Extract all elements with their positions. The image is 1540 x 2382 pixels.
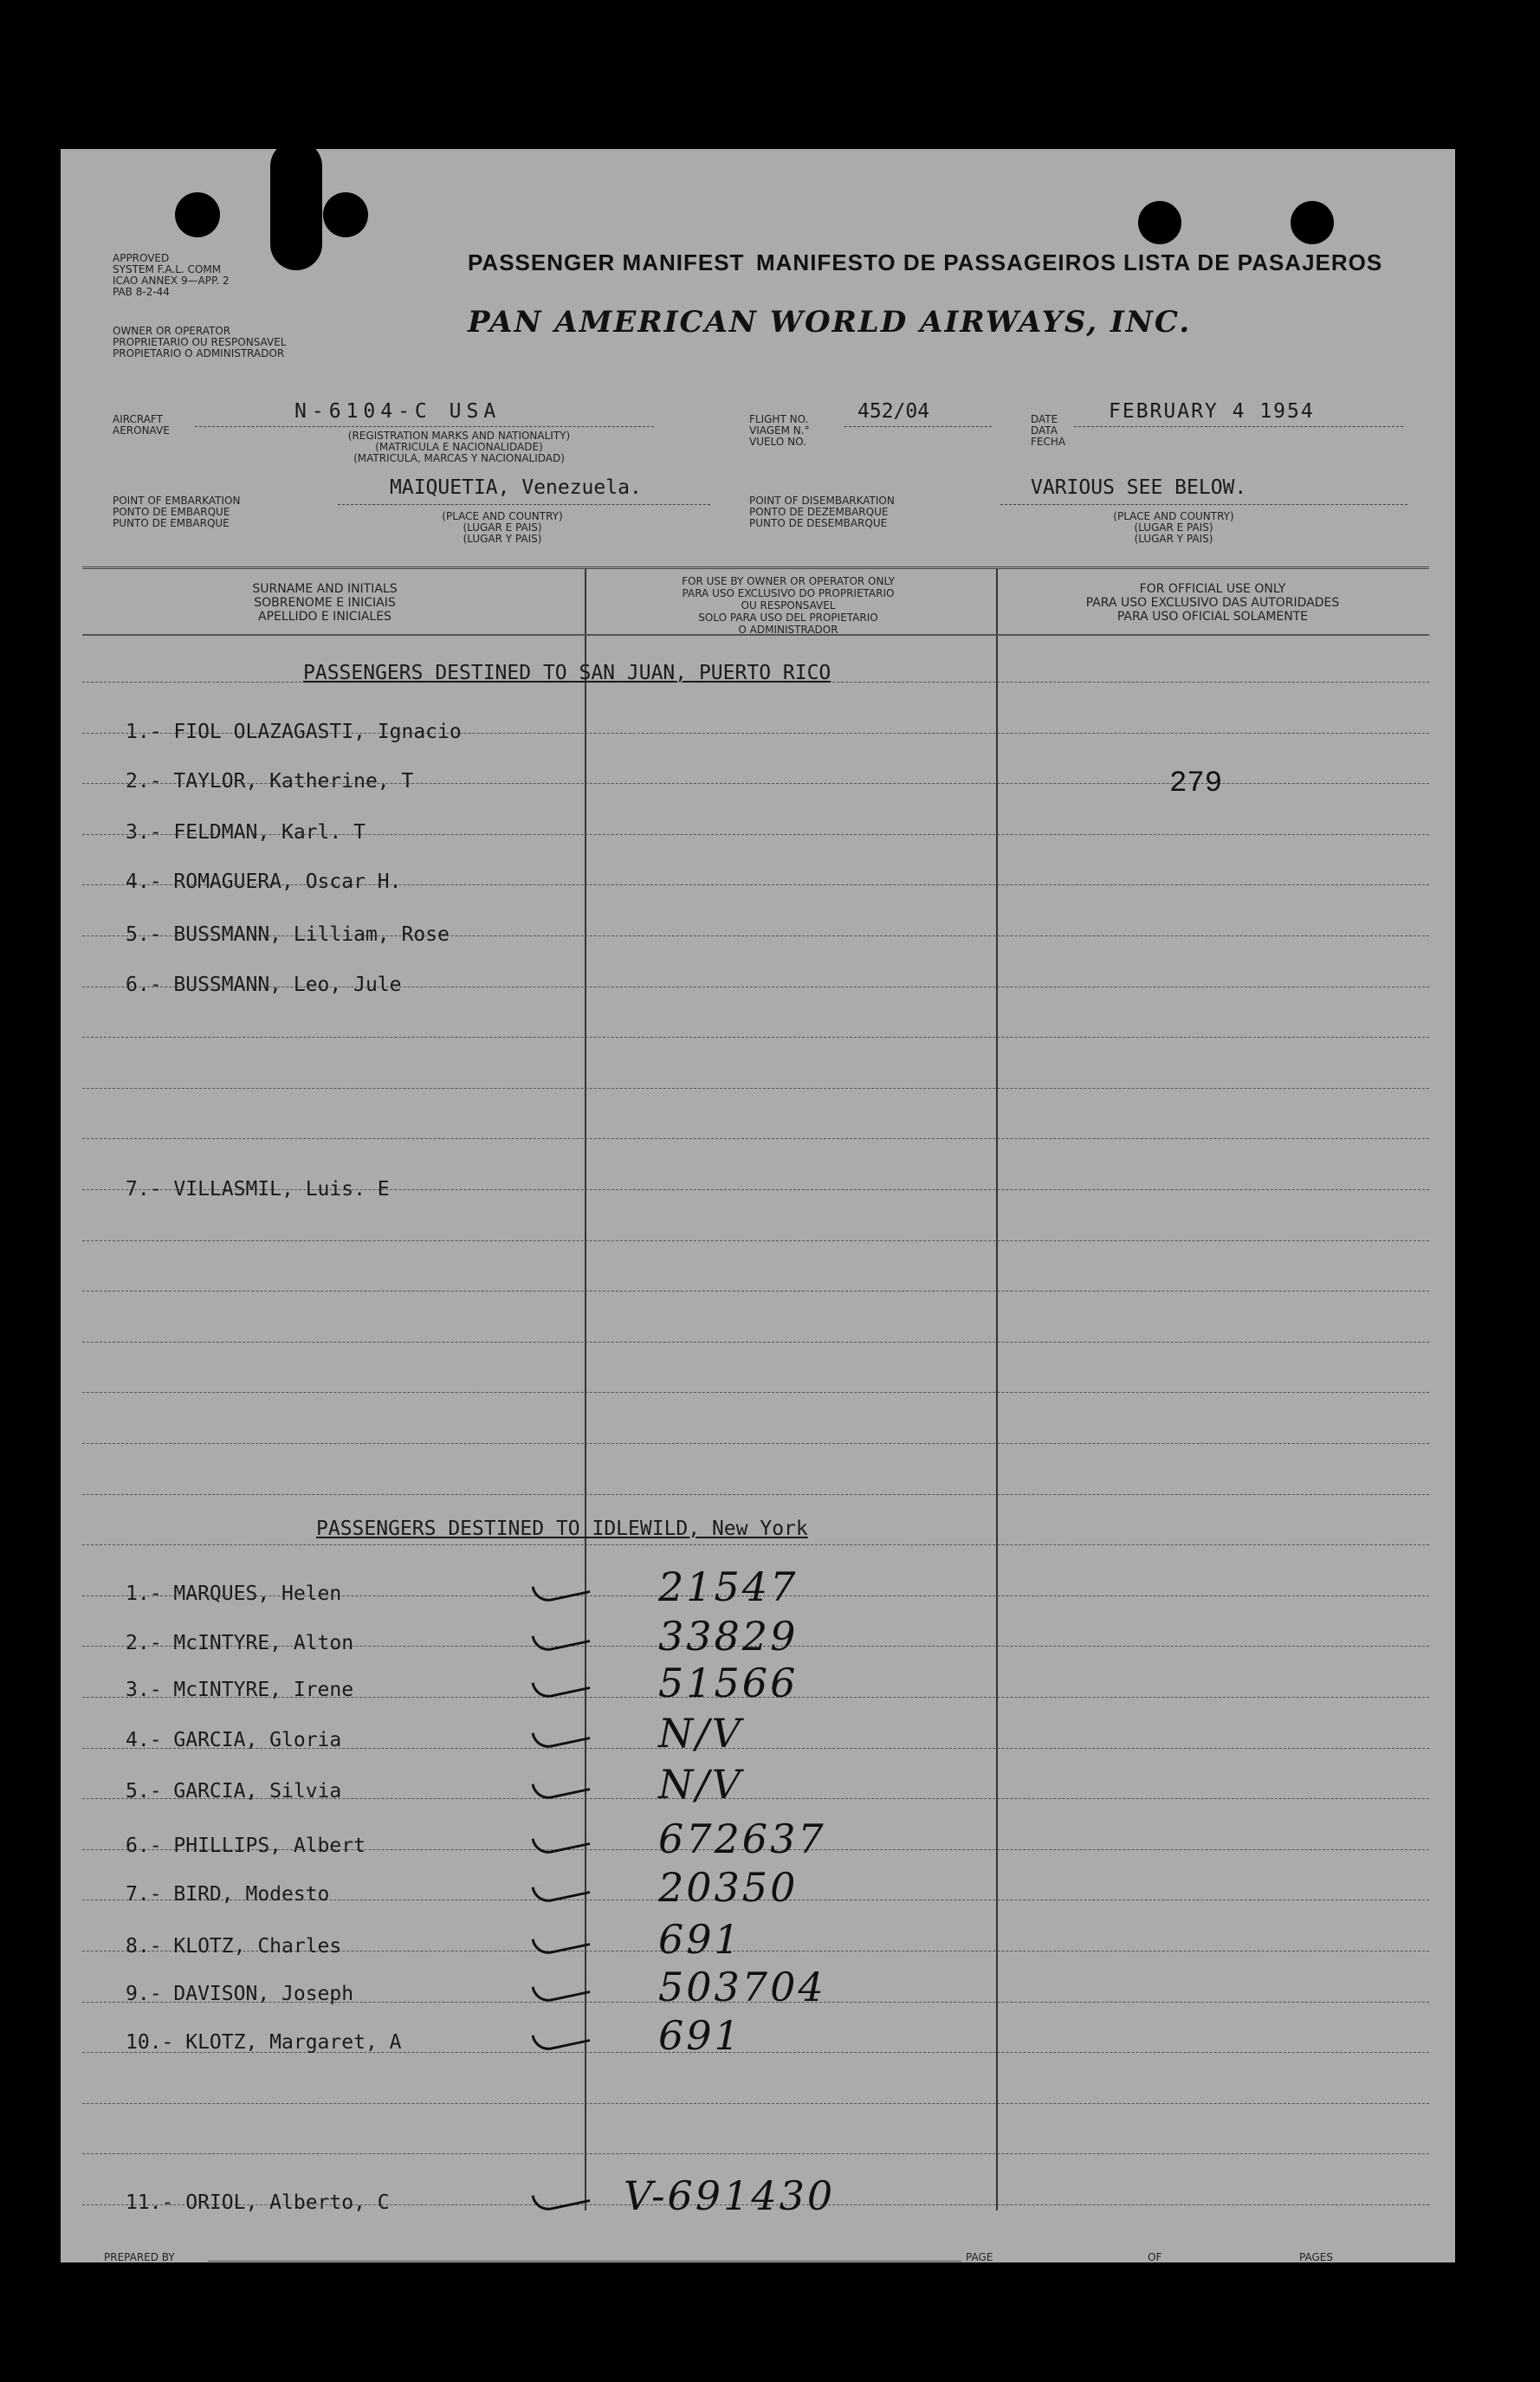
date-label: DATE DATA FECHA (1031, 413, 1066, 448)
pages-label: PAGES (1299, 2251, 1333, 2263)
passenger-entry: 4.- ROMAGUERA, Oscar H. (126, 871, 402, 893)
punch-hole (1291, 201, 1334, 244)
flight-value: 452/04 (857, 400, 930, 423)
passenger-entry: 1.- MARQUES, Helen (126, 1583, 342, 1605)
date-value: FEBRUARY 4 1954 (1109, 400, 1315, 423)
passenger-entry: 11.- ORIOL, Alberto, C (126, 2191, 390, 2214)
embarkation-sublabels: (PLACE AND COUNTRY) (LUGAR E PAIS) (LUGAR Y PAIS) (442, 510, 563, 545)
punch-hole (1138, 201, 1181, 244)
passenger-entry: 5.- BUSSMANN, Lilliam, Rose (126, 923, 450, 946)
passenger-entry: 6.- BUSSMANN, Leo, Jule (126, 974, 402, 996)
title-spanish: LISTA DE PASAJEROS (1123, 249, 1383, 275)
aircraft-underline (195, 426, 654, 427)
ruled-line (82, 1544, 1429, 1545)
owner-labels: OWNER OR OPERATOR PROPRIETARIO OU RESPONSAVEL PROPIETARIO O ADMINISTRADOR (113, 325, 287, 359)
ruled-line (82, 1443, 1429, 1444)
approval-line: ICAO ANNEX 9—APP. 2 (113, 275, 230, 287)
passenger-entry: 6.- PHILLIPS, Albert (126, 1835, 366, 1857)
handwritten-note: N/V (658, 1761, 743, 1808)
passenger-entry: 7.- BIRD, Modesto (126, 1883, 330, 1906)
header-rule (82, 634, 1429, 636)
embarkation-underline (338, 504, 710, 505)
ruled-line (82, 2153, 1429, 2154)
passenger-entry: 2.- TAYLOR, Katherine, T (126, 770, 414, 793)
check-mark-icon (532, 1624, 591, 1654)
operator-name: PAN AMERICAN WORLD AIRWAYS, INC. (468, 305, 1192, 340)
ruled-line (82, 1240, 1429, 1241)
prepared-by-line (208, 2261, 961, 2262)
handwritten-note: 51566 (658, 1660, 799, 1706)
prepared-by-label: PREPARED BY (104, 2251, 175, 2263)
ruled-line (82, 1037, 1429, 1038)
passenger-entry: 10.- KLOTZ, Margaret, A (126, 2031, 402, 2054)
ruled-line (82, 1494, 1429, 1495)
page-label: PAGE (966, 2251, 993, 2263)
disembarkation-value: VARIOUS SEE BELOW. (1031, 476, 1247, 499)
title-portuguese: MANIFESTO DE PASSAGEIROS (756, 249, 1116, 275)
passenger-entry: 1.- FIOL OLAZAGASTI, Ignacio (126, 721, 462, 743)
embarkation-label: POINT OF EMBARKATION PONTO DE EMBARQUE PUNTO DE EMBARQUE (113, 495, 241, 529)
handwritten-note: 21547 (658, 1563, 799, 1610)
group1-heading: PASSENGERS DESTINED TO SAN JUAN, PUERTO RICO (303, 662, 831, 684)
approval-line: APPROVED (113, 252, 170, 264)
table-top-rule (82, 566, 1429, 569)
disembarkation-sublabels: (PLACE AND COUNTRY) (LUGAR E PAIS) (LUGAR Y PAIS) (1113, 510, 1234, 545)
title-english: PASSENGER MANIFEST (468, 249, 745, 275)
passenger-entry: 9.- DAVISON, Joseph (126, 1983, 354, 2005)
passenger-entry: 3.- McINTYRE, Irene (126, 1679, 354, 1701)
passenger-entry: 3.- FELDMAN, Karl. T (126, 821, 366, 844)
passenger-entry: 2.- McINTYRE, Alton (126, 1632, 354, 1654)
column-head-operator-use: FOR USE BY OWNER OR OPERATOR ONLY PARA USO EXCLUSIVO DO PROPRIETARIO OU RESPONSAVEL SOLO PARA USO DEL PROPIETARIO O ADMINISTRADOR (682, 575, 895, 636)
approval-line: PAB 8-2-44 (113, 286, 170, 298)
punch-hole (323, 192, 368, 237)
check-mark-icon (532, 2184, 591, 2213)
column-divider (585, 569, 586, 2210)
punch-hole (175, 192, 220, 237)
passenger-entry: 7.- VILLASMIL, Luis. E (126, 1178, 390, 1201)
embarkation-value: MAIQUETIA, Venezuela. (390, 476, 642, 499)
approval-line: SYSTEM F.A.L. COMM (113, 263, 222, 275)
ruled-line (82, 1088, 1429, 1089)
official-number: 279 (1169, 767, 1223, 800)
disembarkation-underline (1000, 504, 1407, 505)
group2-heading: PASSENGERS DESTINED TO IDLEWILD, New York (316, 1518, 808, 1540)
aircraft-label: AIRCRAFT AERONAVE (113, 413, 170, 437)
column-head-official-use: FOR OFFICIAL USE ONLY PARA USO EXCLUSIVO DAS AUTORIDADES PARA USO OFICIAL SOLAMENTE (1085, 582, 1340, 624)
column-divider (996, 569, 998, 2210)
handwritten-note: 672637 (658, 1816, 826, 1862)
handwritten-note: 20350 (658, 1864, 799, 1911)
ruled-line (82, 2103, 1429, 2104)
passenger-entry: 4.- GARCIA, Gloria (126, 1729, 342, 1751)
passenger-entry: 5.- GARCIA, Silvia (126, 1780, 342, 1803)
check-mark-icon (532, 2023, 591, 2053)
aircraft-sublabels: (REGISTRATION MARKS AND NATIONALITY) (MATRICULA E NACIONALIDADE) (MATRICULA, MARCAS Y NACIONALIDAD) (347, 430, 571, 464)
aircraft-value: N-6104-C USA (294, 400, 501, 423)
disembarkation-label: POINT OF DISEMBARKATION PONTO DE DEZEMBARQUE PUNTO DE DESEMBARQUE (749, 495, 895, 529)
handwritten-note: V-691430 (624, 2172, 836, 2219)
passenger-entry: 8.- KLOTZ, Charles (126, 1935, 342, 1958)
check-mark-icon (532, 1721, 591, 1751)
manifest-sheet (61, 149, 1455, 2262)
check-mark-icon (532, 1975, 591, 2004)
flight-underline (844, 426, 992, 427)
check-mark-icon (532, 1575, 591, 1604)
date-underline (1074, 426, 1403, 427)
handwritten-note: 691 (658, 1916, 742, 1963)
handwritten-note: 691 (658, 2012, 742, 2059)
ruled-line (82, 1392, 1429, 1393)
punch-hole (270, 140, 322, 270)
column-head-names: SURNAME AND INITIALS SOBRENOME E INICIAIS APELLIDO E INICIALES (252, 582, 398, 624)
handwritten-note: 33829 (658, 1613, 799, 1660)
ruled-line (82, 1138, 1429, 1139)
check-mark-icon (532, 1827, 591, 1856)
check-mark-icon (532, 1927, 591, 1957)
check-mark-icon (532, 1875, 591, 1905)
ruled-line (82, 1342, 1429, 1343)
flight-label: FLIGHT NO. VIAGEM N.° VUELO NO. (749, 413, 810, 448)
handwritten-note: 503704 (658, 1964, 826, 2010)
of-label: OF (1148, 2251, 1162, 2263)
approval-block (113, 253, 230, 298)
handwritten-note: N/V (658, 1710, 743, 1757)
